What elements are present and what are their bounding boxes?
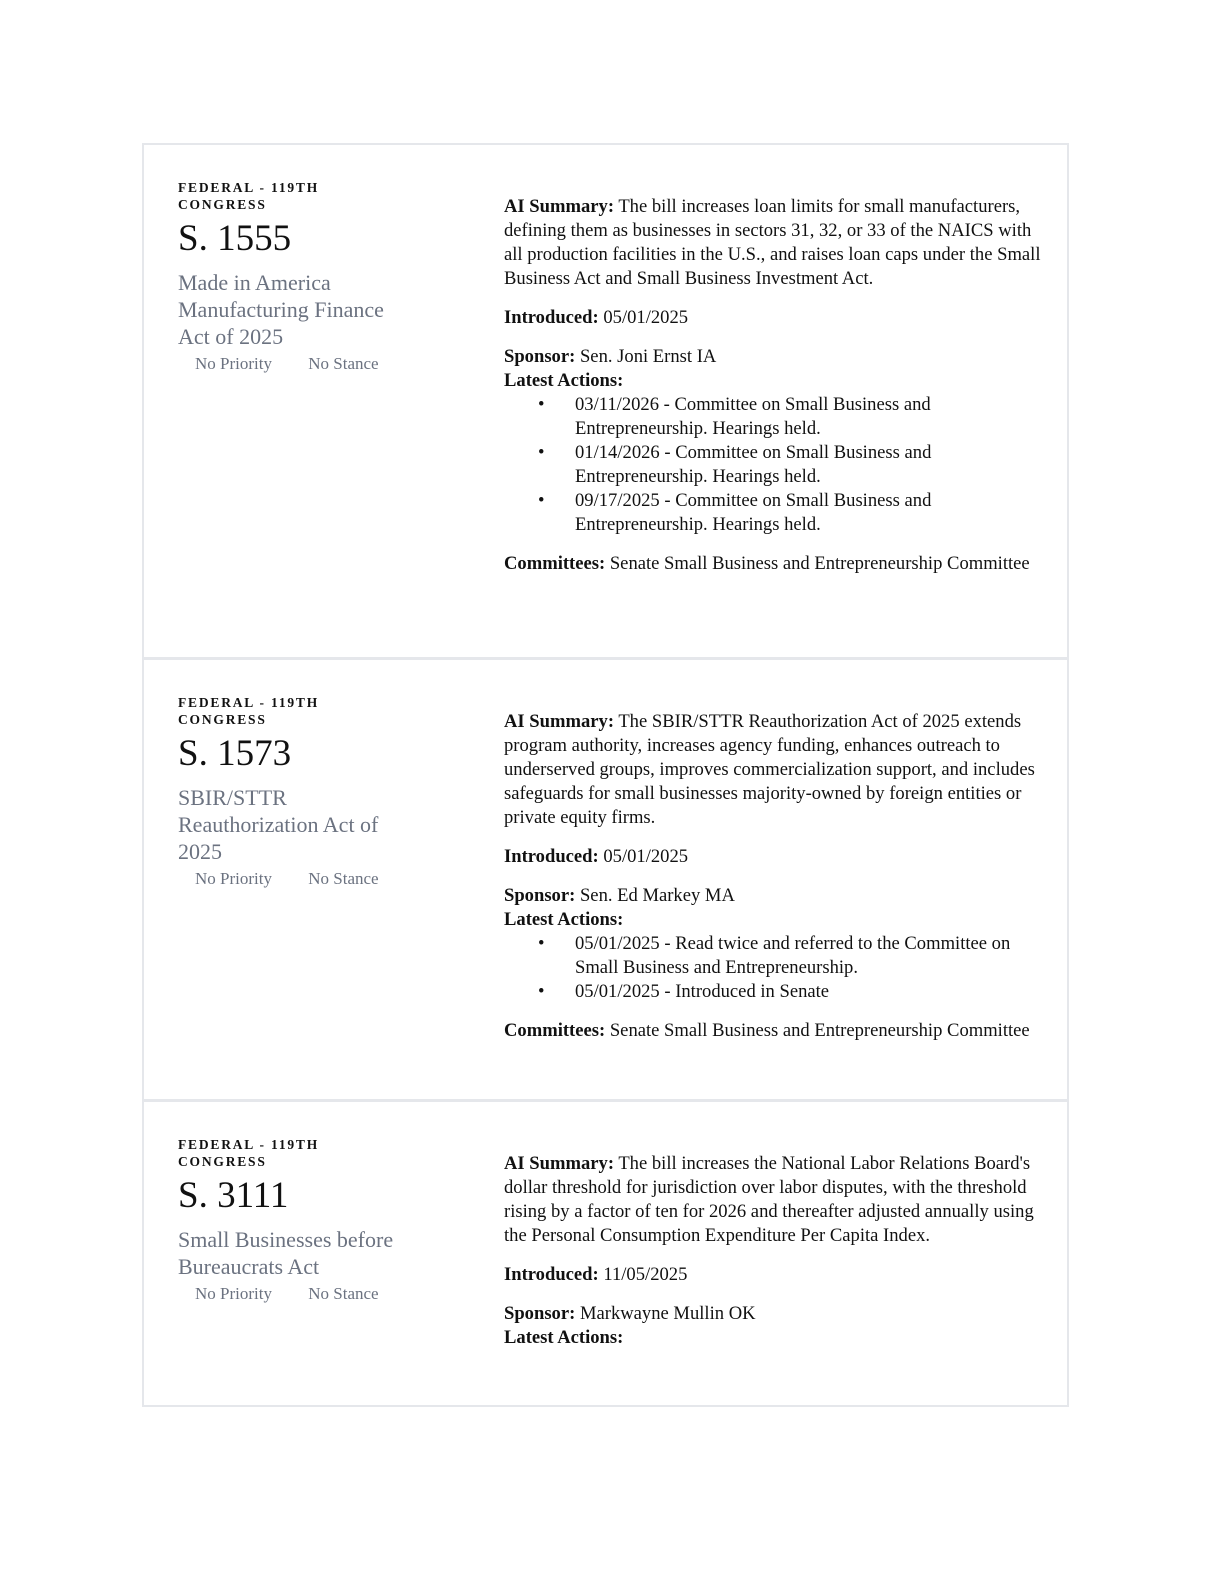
stance-tag[interactable]: No Stance [308,354,379,373]
committees-text: Senate Small Business and Entrepreneurship Committee [609,1020,1030,1041]
bill-details [504,195,1044,576]
summary-text: The SBIR/STTR Reauthorization Act of 2025 extends program authority, increases agency funding, enhances outreach to underserved groups, improves commercialization support, and includes safeguards for small businesses majority-owned by foreign entities or private equity firms. [504,711,1035,828]
bill-title[interactable]: Small Businesses before Bureaucrats Act [178,1227,394,1279]
sponsor-name: Markwayne Mullin OK [579,1303,756,1324]
bill-header [178,694,438,890]
action-text: 01/14/2026 - Committee on Small Business and Entrepreneurship. Hearings held. [575,442,932,487]
bullet-icon: • [538,981,545,1002]
bill-tags [178,353,438,375]
committees-label: Committees: [504,1020,606,1041]
summary-label: AI Summary: [504,196,615,217]
priority-tag[interactable]: No Priority [195,354,272,373]
introduced-label: Introduced: [504,846,599,867]
jurisdiction-label: FEDERAL - 119TH CONGRESS [178,1137,320,1169]
bill-number[interactable]: S. 3111 [178,1175,289,1216]
action-text: 03/11/2026 - Committee on Small Business and Entrepreneurship. Hearings held. [575,394,931,439]
jurisdiction-label: FEDERAL - 119TH CONGRESS [178,695,320,727]
summary-text: The bill increases loan limits for small manufacturers, defining them as businesses in sectors 31, 32, or 33 of the NAICS with all production facilities in the U.S., and raises loan caps under the Small Business Act and Small Business Investment Act. [504,196,1041,289]
bill-number[interactable]: S. 1573 [178,733,292,774]
priority-tag[interactable]: No Priority [195,1284,272,1303]
bill-title[interactable]: Made in America Manufacturing Finance Act of 2025 [178,270,384,349]
sponsor-row [504,1302,1044,1326]
bill-number[interactable]: S. 1555 [178,218,292,259]
action-item [504,932,1044,980]
bill-details [504,1152,1044,1350]
bill-header [178,179,438,375]
summary-label: AI Summary: [504,1153,615,1174]
action-item [504,980,1044,1004]
sponsor-name: Sen. Joni Ernst IA [579,346,717,367]
action-text: 05/01/2025 - Read twice and referred to the Committee on Small Business and Entrepreneurship. [575,933,1011,978]
jurisdiction-label: FEDERAL - 119TH CONGRESS [178,180,320,212]
introduced-row [504,306,1044,330]
stance-tag[interactable]: No Stance [308,1284,379,1303]
priority-tag[interactable]: No Priority [195,869,272,888]
committees-text: Senate Small Business and Entrepreneurship Committee [609,553,1030,574]
bill-list [142,143,1069,1407]
summary-row [504,710,1044,830]
sponsor-label: Sponsor: [504,1303,576,1324]
bullet-icon: • [538,442,545,463]
action-item [504,489,1044,537]
bullet-icon: • [538,394,545,415]
actions-list [504,932,1044,1004]
action-text: 09/17/2025 - Committee on Small Business and Entrepreneurship. Hearings held. [575,490,932,535]
bullet-icon: • [538,933,545,954]
stance-tag[interactable]: No Stance [308,869,379,888]
bill-card [142,143,1069,657]
bill-title[interactable]: SBIR/STTR Reauthorization Act of 2025 [178,785,379,864]
bill-tags [178,1283,438,1305]
sponsor-row [504,884,1044,908]
latest-actions-label: Latest Actions: [504,909,624,930]
summary-row [504,195,1044,291]
actions-list [504,393,1044,537]
committees-label: Committees: [504,553,606,574]
summary-text: The bill increases the National Labor Relations Board's dollar threshold for jurisdiction over labor disputes, with the threshold rising by a factor of ten for 2026 and thereafter adjusted annually using the Personal Consumption Expenditure Per Capita Index. [504,1153,1034,1246]
introduced-label: Introduced: [504,307,599,328]
sponsor-label: Sponsor: [504,885,576,906]
bill-card [142,1099,1069,1407]
latest-actions-label: Latest Actions: [504,1327,624,1348]
introduced-date: 05/01/2025 [603,307,689,328]
summary-row [504,1152,1044,1248]
sponsor-label: Sponsor: [504,346,576,367]
sponsor-row [504,345,1044,369]
action-text: 05/01/2025 - Introduced in Senate [575,981,830,1002]
introduced-row [504,1263,1044,1287]
bill-card [142,657,1069,1099]
introduced-date: 11/05/2025 [603,1264,688,1285]
introduced-date: 05/01/2025 [603,846,689,867]
bullet-icon: • [538,490,545,511]
summary-label: AI Summary: [504,711,615,732]
bill-details [504,710,1044,1043]
introduced-row [504,845,1044,869]
committees-row [504,1019,1044,1043]
latest-actions-label: Latest Actions: [504,370,624,391]
action-item [504,441,1044,489]
bill-header [178,1136,438,1305]
introduced-label: Introduced: [504,1264,599,1285]
action-item [504,393,1044,441]
committees-row [504,552,1044,576]
sponsor-name: Sen. Ed Markey MA [579,885,735,906]
bill-tags [178,868,438,890]
